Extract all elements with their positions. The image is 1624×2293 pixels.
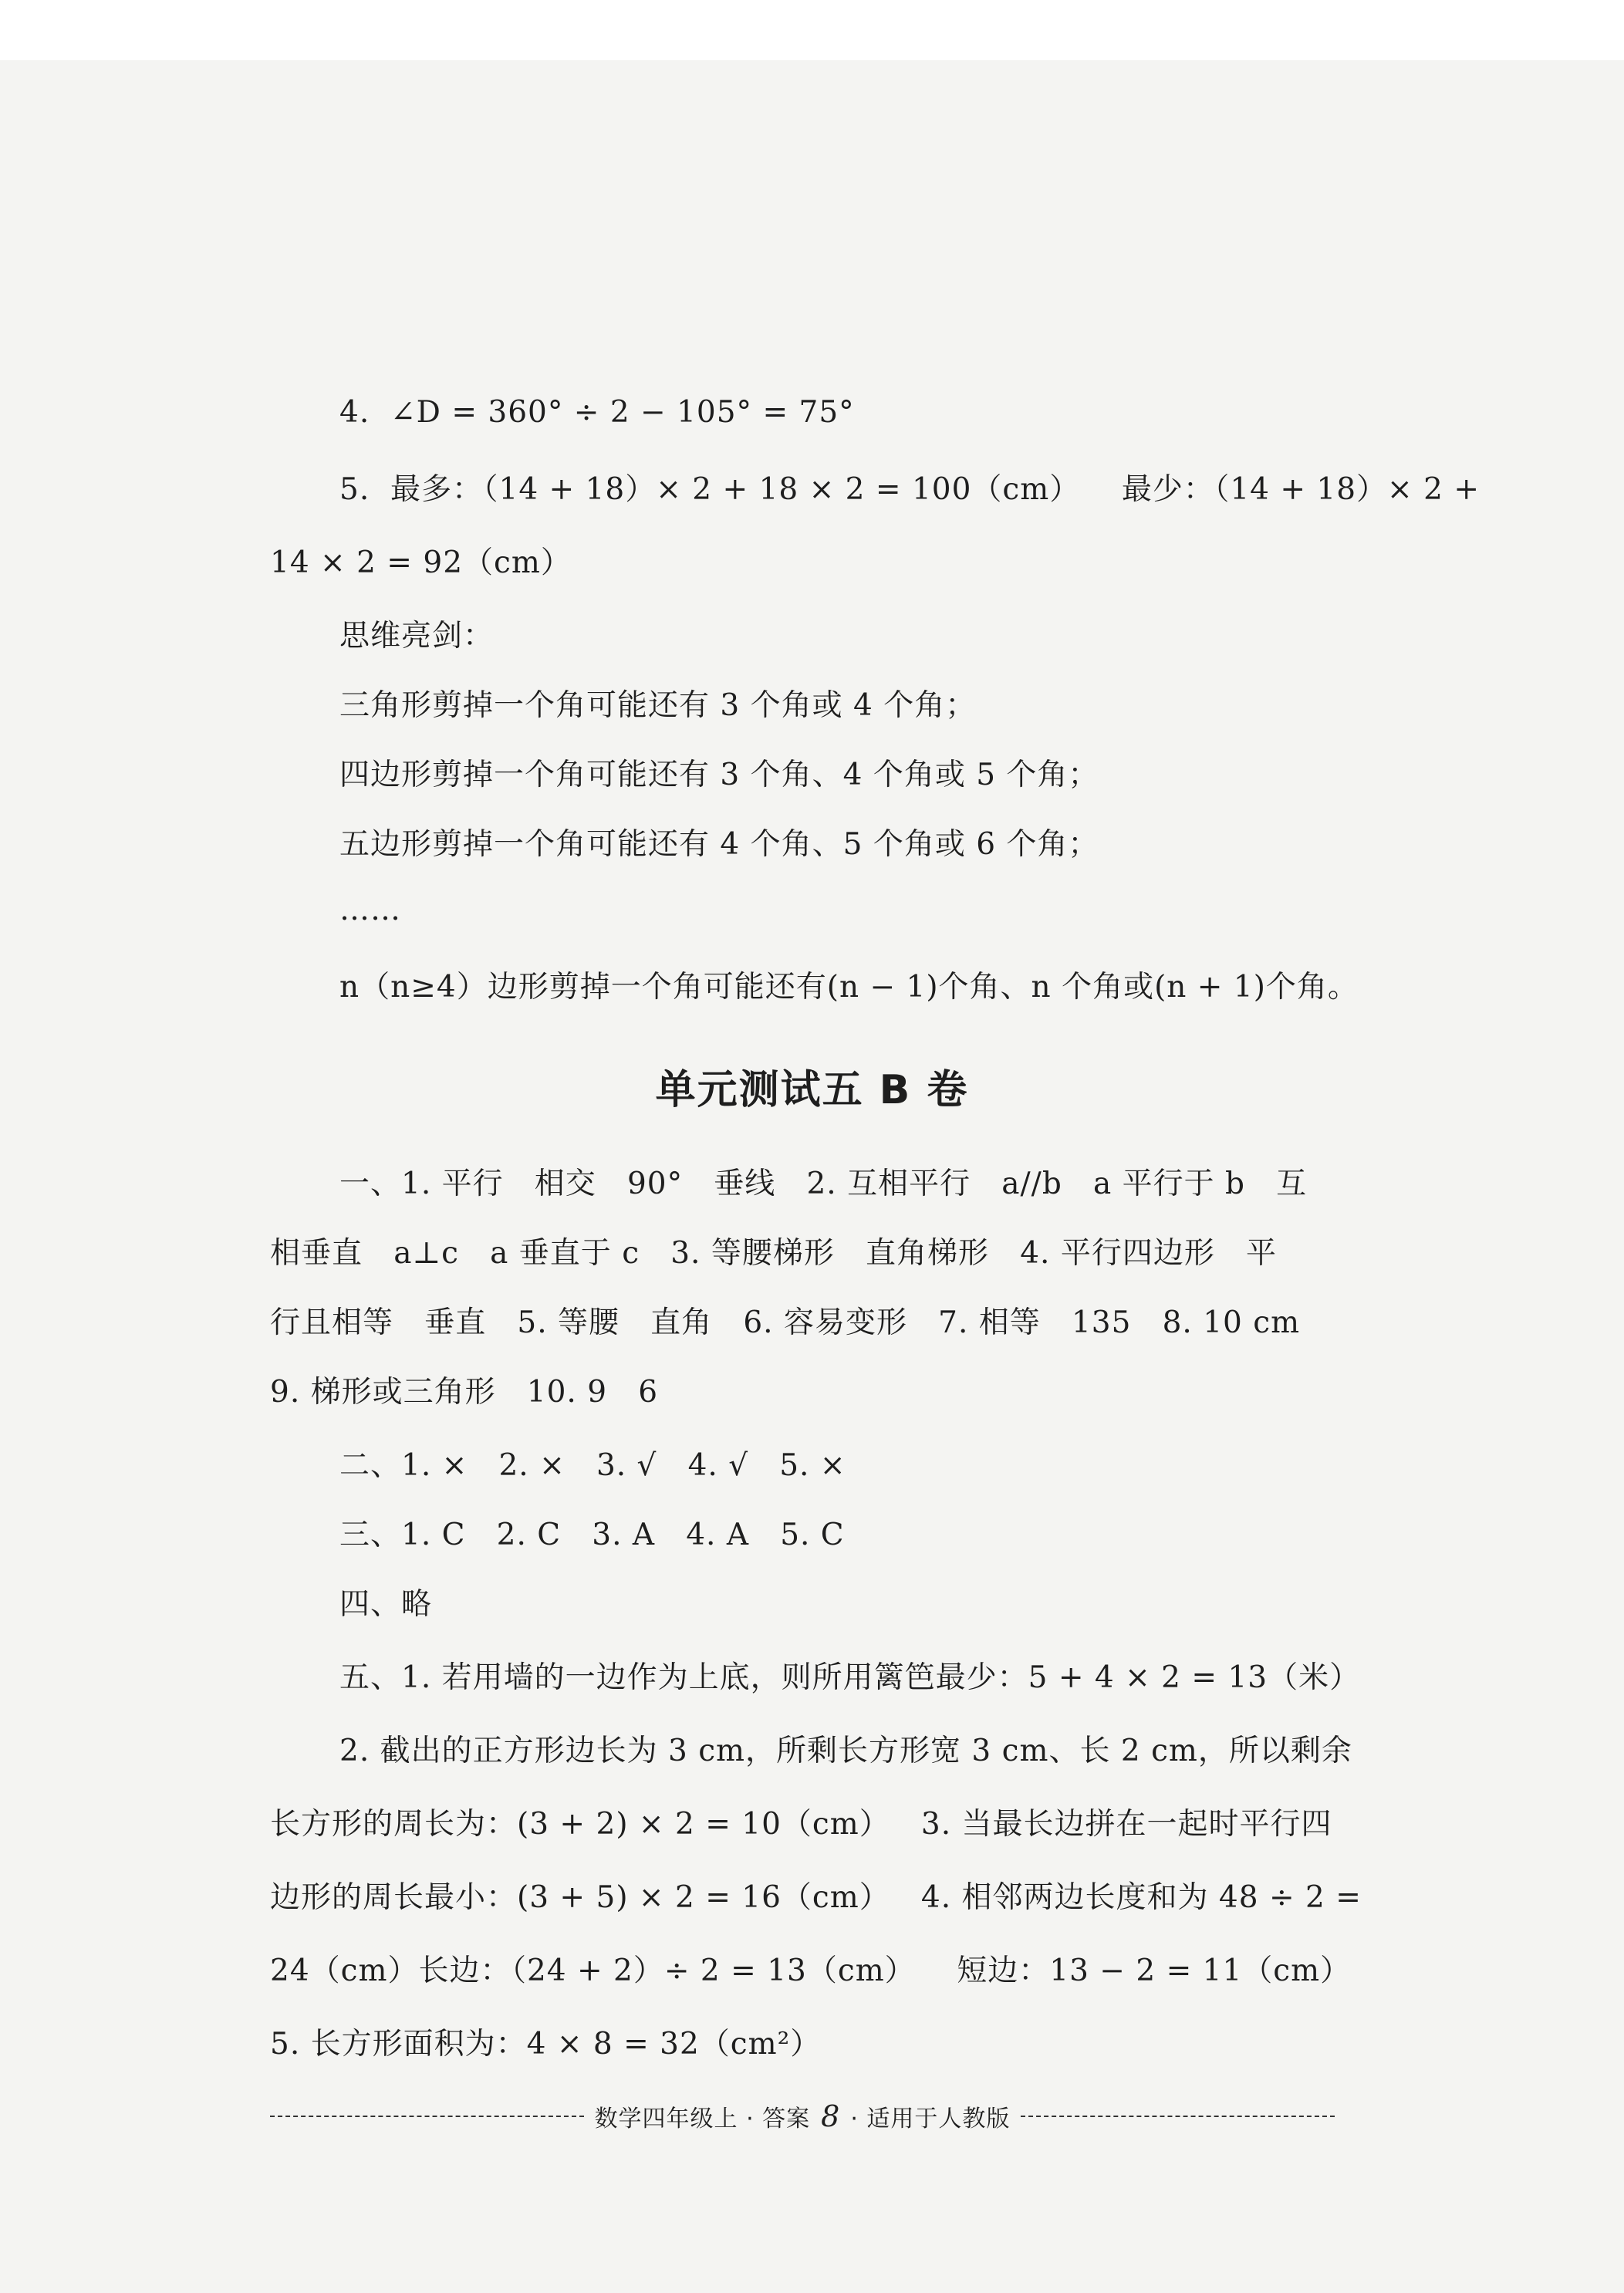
page-footer — [270, 2097, 1335, 2136]
answer-line: 行且相等 垂直 5. 等腰 直角 6. 容易变形 7. 相等 135 8. 10 cm — [270, 1305, 1301, 1340]
answer-line: 四、略 — [339, 1587, 433, 1622]
answer-line: 三、1. C 2. C 3. A 4. A 5. C — [339, 1518, 845, 1552]
answer-line: 一、1. 平行 相交 90° 垂线 2. 互相平行 a//b a 平行于 b 互 — [339, 1167, 1308, 1201]
answer-line: …… — [339, 893, 401, 927]
answer-line: 五、1. 若用墙的一边作为上底，则所用篱笆最少：5 + 4 × 2 = 13（米） — [339, 1660, 1361, 1695]
answer-line: 长方形的周长为：(3 + 2) × 2 = 10（cm） 3. 当最长边拼在一起时平行四 — [270, 1807, 1332, 1842]
answer-line: 三角形剪掉一个角可能还有 3 个角或 4 个角； — [339, 688, 977, 723]
answer-line: 思维亮剑： — [339, 619, 495, 653]
top-margin — [0, 0, 1624, 60]
footer-book-title: 数学四年级上 · 答案 — [594, 2106, 811, 2133]
answer-line: 5. 长方形面积为：4 × 8 = 32（cm²） — [270, 2027, 822, 2062]
page-number: 8 — [821, 2099, 840, 2133]
answer-line: 边形的周长最小：(3 + 5) × 2 = 16（cm） 4. 相邻两边长度和为 48 ÷ 2 = — [270, 1880, 1362, 1915]
answer-line: 14 × 2 = 92（cm） — [270, 545, 572, 580]
answer-line: 相垂直 a⊥c a 垂直于 c 3. 等腰梯形 直角梯形 4. 平行四边形 平 — [270, 1236, 1278, 1271]
answer-line: 2. 截出的正方形边长为 3 cm，所剩长方形宽 3 cm、长 2 cm，所以剩余 — [339, 1734, 1352, 1768]
answer-line: 五边形剪掉一个角可能还有 4 个角、5 个角或 6 个角； — [339, 827, 1099, 862]
footer-rule-left — [270, 2116, 584, 2117]
answer-line: 四边形剪掉一个角可能还有 3 个角、4 个角或 5 个角； — [339, 758, 1099, 792]
footer-rule-right — [1021, 2116, 1335, 2117]
answer-line: 5. 最多：（14 + 18）× 2 + 18 × 2 = 100（cm） 最少：（14 + 18）× 2 + — [339, 472, 1481, 507]
answer-line: 二、1. × 2. × 3. √ 4. √ 5. × — [339, 1448, 846, 1483]
section-title: 单元测试五 B 卷 — [655, 1067, 969, 1113]
answer-line: n（n≥4）边形剪掉一个角可能还有(n − 1)个角、n 个角或(n + 1)个角。 — [339, 970, 1359, 1005]
answer-line: 4. ∠D = 360° ÷ 2 − 105° = 75° — [339, 395, 855, 430]
answer-line: 9. 梯形或三角形 10. 9 6 — [270, 1375, 659, 1410]
answer-line: 24（cm）长边：（24 + 2）÷ 2 = 13（cm） 短边：13 − 2 = 11（cm） — [270, 1954, 1352, 1988]
footer-edition: · 适用于人教版 — [850, 2106, 1011, 2133]
